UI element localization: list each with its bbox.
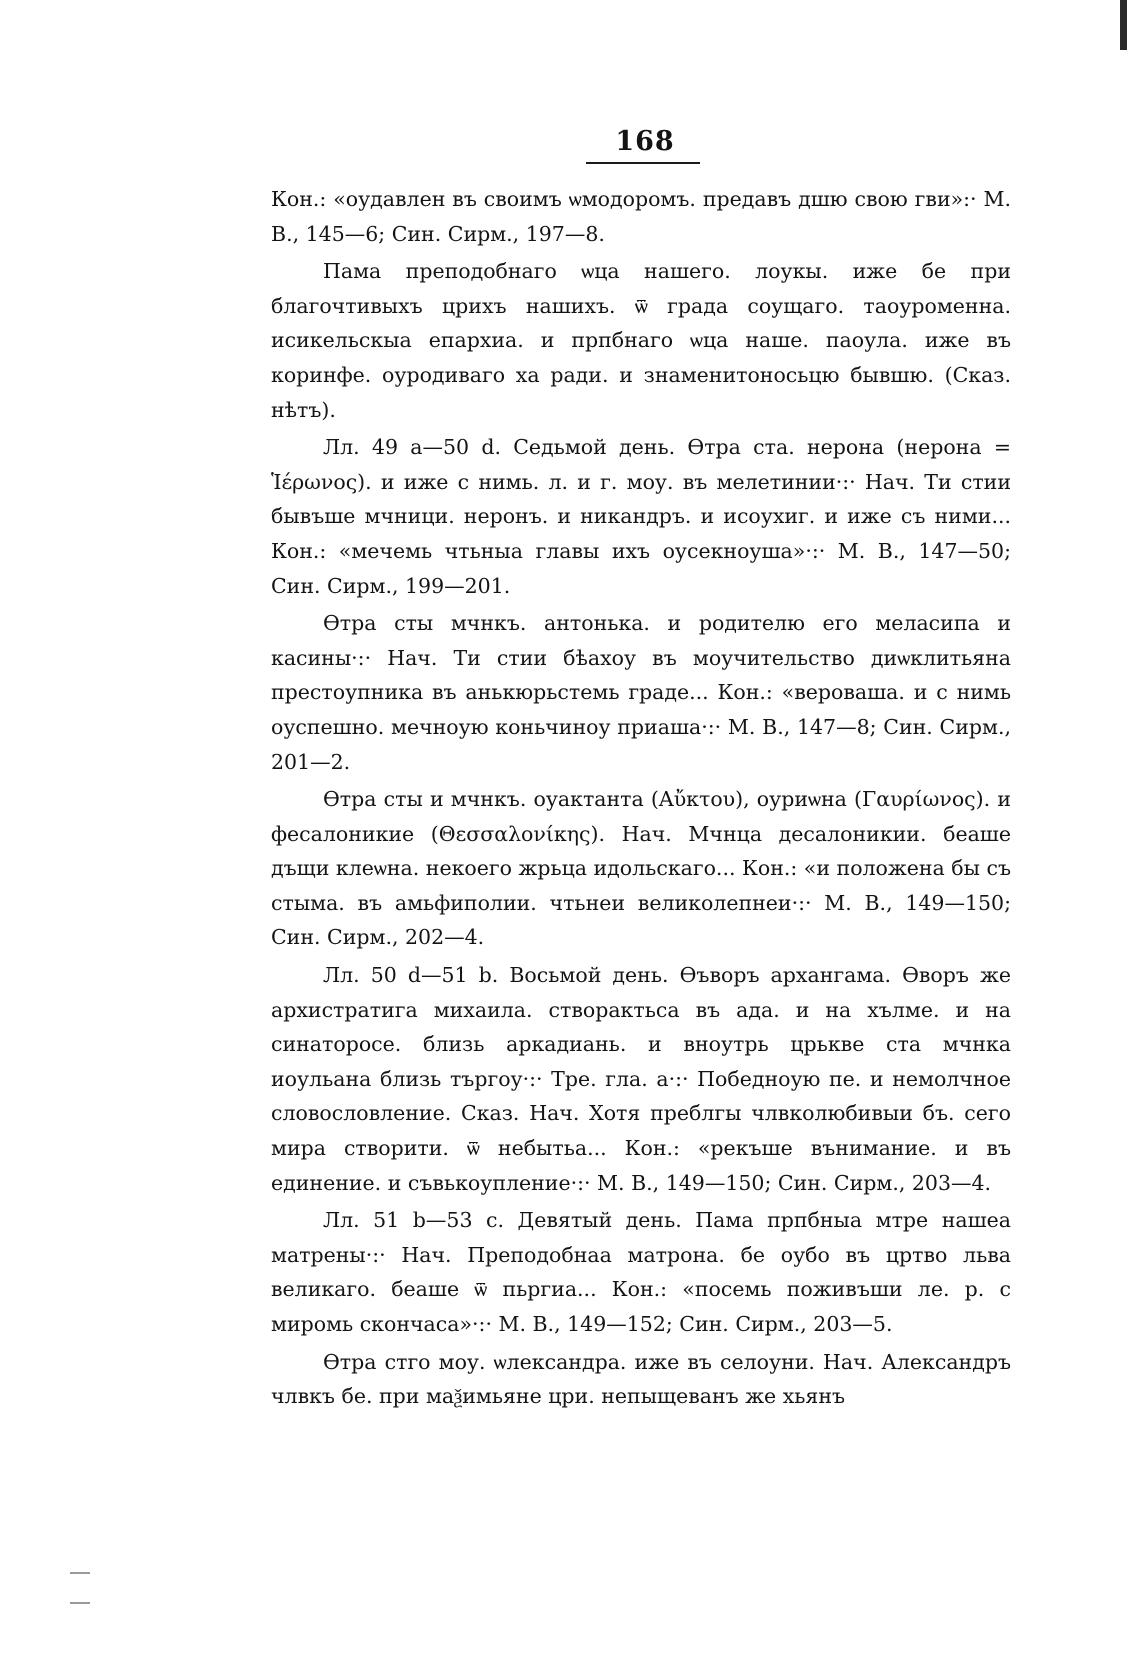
paragraph-5: Ѳтра сты и мчнкъ. оуактанта (Αὔκτου), оуриѡна (Γαυρίωνος). и фесалоникие (Θεσσαλονίκης). Нач. Мчнца десалоникии. беаше дъщи клеѡна. некоего жрьца идольскаго... Кон.: «и положена бы съ стыма. въ амьфиполии. чтьнеи великолепнеи·:· М. В., 149—150; Син. Сирм., 202—4. bbox=[271, 787, 1011, 950]
paragraph-4: Ѳтра сты мчнкъ. антонька. и родителю его меласипа и касины·:· Нач. Ти стии бѣахоу въ моучительство диѡклитьяна престоупника въ анькюрьстемь граде... Кон.: «вероваша. и с нимь оуспешно. мечноую коньчиноу приаша·:· М. В., 147—8; Син. Сирм., 201—2. bbox=[271, 611, 1011, 774]
margin-dash-lower bbox=[70, 1602, 90, 1604]
paragraph-2: Пама преподобнаго ѡца нашего. лоукы. иже бе при благочтивыхъ црихъ нашихъ. ѿ града соущаго. таоуроменна. исикельскыа епархиа. и прпбнаго ѡца наше. паоула. иже въ коринфе. оуродиваго ха ради. и знаменитоносьцю бывшю. (Сказ. нѣтъ). bbox=[271, 259, 1011, 422]
paragraph-8: Ѳтра стго моу. ѡлександра. иже въ селоуни. Нач. Александръ члвкъ бе. при маѯимьяне цри. непыщеванъ же хьянъ bbox=[271, 1349, 1011, 1409]
page-number: 168 bbox=[615, 126, 675, 157]
paragraph-3: Лл. 49 а—50 d. Седьмой день. Ѳтра ста. нерона (нерона = Ἱέρωνος). и иже с нимь. л. и г. моу. въ мелетинии·:· Нач. Ти стии бывъше мчници. неронъ. и никандръ. и исоухиг. и иже съ ними... Кон.: «мечемь чтьныа главы ихъ оусекноуша»·:· М. В., 147—50; Син. Сирм., 199—201. bbox=[271, 435, 1011, 598]
right-edge-mark bbox=[1120, 0, 1127, 50]
paragraph-1: Кон.: «оудавлен въ своимъ ѡмодоромъ. предавъ дшю свою гви»:· М. В., 145—6; Син. Сирм., 197—8. bbox=[271, 187, 1011, 246]
paragraph-6: Лл. 50 d—51 b. Восьмой день. Ѳъворъ архангама. Ѳворъ же архистратига михаила. створактьса въ ада. и на хълме. и на синаторосе. близь аркадиань. и вноутрь црькве ста мчнка иоульана близь търгоу·:· Тре. гла. а·:· Победноую пе. и немолчное словословление. Сказ. Нач. Хотя преблгы члвколюбивыи бъ. сего мира створити. ѿ небытьа... Кон.: «рекъше вънимание. и въ единение. и съвькоупление·:· М. В., 149—150; Син. Сирм., 203—4. bbox=[271, 963, 1011, 1195]
text-block bbox=[271, 182, 1011, 1414]
margin-dash-upper bbox=[70, 1572, 90, 1574]
paragraph-7: Лл. 51 b—53 с. Девятый день. Пама прпбныа мтре нашеа матрены·:· Нач. Преподобнаа матрона. бе оубо въ цртво льва великаго. беаше ѿ пьргиа... Кон.: «посемь поживъши ле. р. с миромь скончаса»·:· М. В., 149—152; Син. Сирм., 203—5. bbox=[271, 1208, 1011, 1336]
header-rule bbox=[586, 162, 700, 164]
